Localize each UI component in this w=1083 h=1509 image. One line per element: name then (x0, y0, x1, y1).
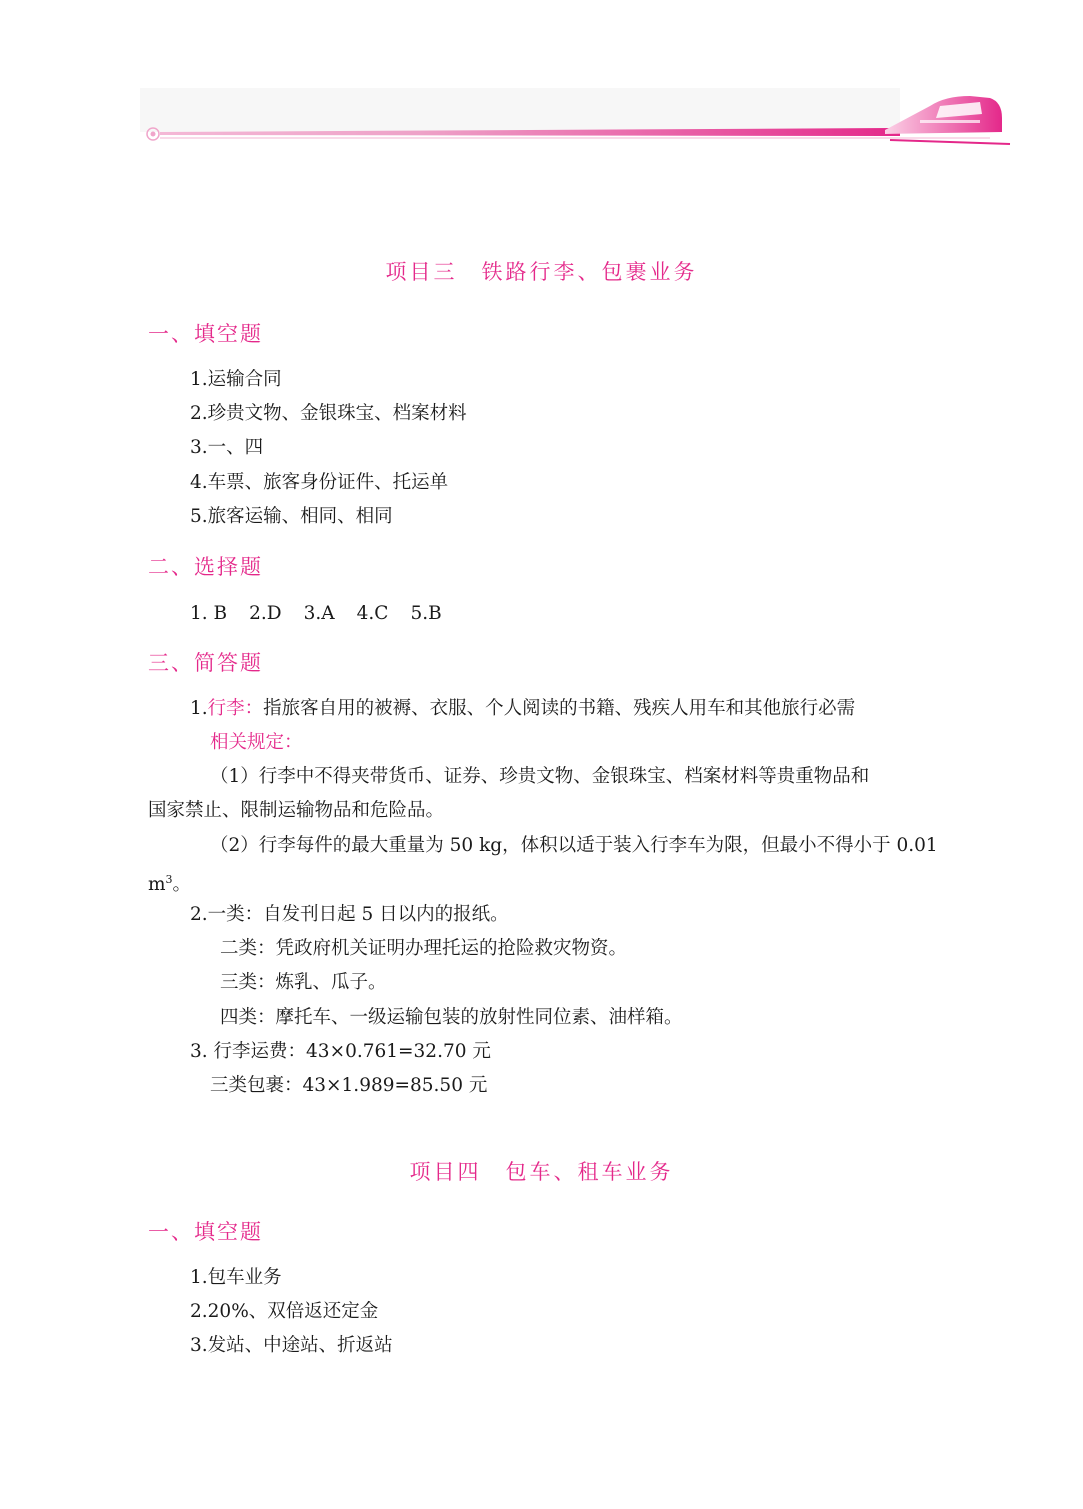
choice-answer: 1. B (190, 603, 228, 624)
choice-answer: 4.C (356, 603, 389, 624)
q1-rule1-line2: 国家禁止、限制运输物品和危险品。 (148, 800, 445, 821)
list-item: 2.珍贵文物、金银珠宝、档案材料 (190, 403, 467, 424)
q2-line: 2.一类：自发刊日起 5 日以内的报纸。 (190, 904, 509, 925)
unit-exponent: 3 (165, 873, 173, 886)
list-item: 5.旅客运输、相同、相同 (190, 506, 393, 527)
sentence-end: 。 (172, 874, 192, 895)
list-item: 3.一、四 (190, 437, 264, 458)
q3-line: 3. 行李运费：43×0.761=32.70 元 (190, 1041, 491, 1062)
list-item: 1.包车业务 (190, 1267, 282, 1288)
q1-rule2-line1: （2）行李每件的最大重量为 50 kg，体积以适于装入行李车为限，但最小不得小于 0.01 (210, 835, 938, 856)
q1-term: 行李： (207, 698, 264, 719)
project4-section1-heading: 一、填空题 (148, 1220, 263, 1244)
q1-definition-text: 指旅客自用的被褥、衣服、个人阅读的书籍、残疾人用车和其他旅行必需 (263, 698, 856, 719)
choice-answer: 3.A (303, 603, 335, 624)
list-item: 3.发站、中途站、折返站 (190, 1335, 393, 1356)
q1-definition (190, 697, 855, 721)
choice-answers (190, 602, 442, 626)
project4-title: 项目四 包车、租车业务 (409, 1160, 674, 1184)
project3-title: 项目三 铁路行李、包裹业务 (385, 260, 698, 284)
choice-answer: 5.B (410, 603, 442, 624)
list-item: 2.20%、双倍返还定金 (190, 1301, 379, 1322)
list-item: 4.车票、旅客身份证件、托运单 (190, 472, 449, 493)
q1-rules-label: 相关规定： (210, 732, 303, 753)
project3-section1-heading: 一、填空题 (148, 322, 263, 346)
q2-line: 四类：摩托车、一级运输包装的放射性同位素、油样箱。 (220, 1007, 683, 1028)
choice-answer: 2.D (249, 603, 282, 624)
q1-number: 1. (190, 698, 208, 719)
q1-rule2-line2 (148, 868, 191, 897)
q2-line: 三类：炼乳、瓜子。 (220, 972, 387, 993)
header-banner-train-icon (140, 88, 1015, 158)
list-item: 1.运输合同 (190, 369, 282, 390)
project3-section2-heading: 二、选择题 (148, 555, 263, 579)
q2-line: 二类：凭政府机关证明办理托运的抢险救灾物资。 (220, 938, 628, 959)
project3-section3-heading: 三、简答题 (148, 651, 263, 675)
unit-m: m (148, 874, 166, 895)
q3-line: 三类包裹：43×1.989=85.50 元 (210, 1075, 488, 1096)
q1-rule1-line1: （1）行李中不得夹带货币、证券、珍贵文物、金银珠宝、档案材料等贵重物品和 (210, 766, 870, 787)
